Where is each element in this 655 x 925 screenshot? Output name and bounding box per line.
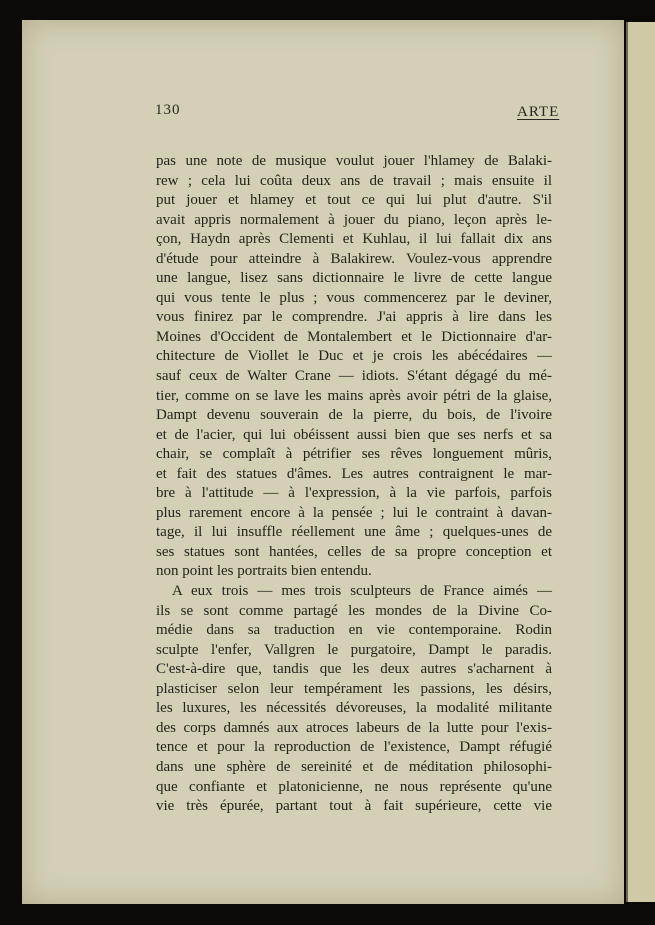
text-line: ses statues sont hantées, celles de sa propre conception et xyxy=(156,543,552,560)
text-line: tier, comme on se lave les mains après avoir pétri de la glaise, xyxy=(156,387,552,404)
adjacent-page-edge xyxy=(626,22,655,902)
text-line: C'est-à-dire que, tandis que les deux autres s'acharnent à xyxy=(156,661,552,678)
text-line: vie très épurée, partant tout à fait supérieure, cette vie xyxy=(156,798,552,815)
running-head: ARTE xyxy=(517,104,560,120)
text-line: rew ; cela lui coûta deux ans de travail ; mais ensuite il xyxy=(156,172,552,189)
text-line: A eux trois — mes trois sculpteurs de France aimés — xyxy=(172,583,552,600)
text-line: et fait des statues d'âmes. Les autres contraignent le mar- xyxy=(156,465,552,482)
text-line: put jouer et hlamey et tout ce qui lui plut d'autre. S'il xyxy=(156,192,552,209)
text-line: et de l'acier, qui lui obéissent aussi bien que ses nerfs et sa xyxy=(156,426,552,443)
text-line: bre à l'attitude — à l'expression, à la vie parfois, parfois xyxy=(156,485,552,502)
text-line: tage, il lui insuffle réellement une âme ; quelques-unes de xyxy=(156,524,552,541)
text-line: d'étude pour atteindre à Balakirew. Voulez-vous apprendre xyxy=(156,250,552,267)
text-line: médie dans sa traduction en vie contemporaine. Rodin xyxy=(156,622,552,639)
text-line: tence et pour la reproduction de l'existence, Dampt réfugié xyxy=(156,739,552,756)
text-line: sauf ceux de Walter Crane — idiots. S'étant dégagé du mé- xyxy=(156,368,552,385)
text-line: dans une sphère de sereinité et de méditation philosophi- xyxy=(156,758,552,775)
text-line: pas une note de musique voulut jouer l'hlamey de Balaki- xyxy=(156,153,552,169)
text-line: chitecture de Viollet le Duc et je crois les abécédaires — xyxy=(156,348,552,365)
text-line: qui vous tente le plus ; vous commencerez par le deviner, xyxy=(156,289,552,306)
text-line: que confiante et platonicienne, ne nous représente qu'une xyxy=(156,778,552,795)
text-line: plasticiser selon leur tempérament les passions, les désirs, xyxy=(156,680,552,697)
text-line: vous finirez par le comprendre. J'ai appris à lire dans les xyxy=(156,309,552,326)
text-line: sculpte l'enfer, Vallgren le purgatoire, Dampt le paradis. xyxy=(156,641,552,658)
text-line: ils se sont comme partagé les mondes de la Divine Co- xyxy=(156,602,552,619)
text-line: non point les portraits bien entendu. xyxy=(156,563,372,580)
body-text xyxy=(156,152,552,817)
text-line: les luxures, les nécessités dévoreuses, la modalité militante xyxy=(156,700,552,717)
page-number: 130 xyxy=(155,102,181,118)
text-line: Dampt devenu souverain de la pierre, du bois, de l'ivoire xyxy=(156,407,552,424)
text-line: chair, se complaît à pétrifier ses rêves longuement mûris, xyxy=(156,446,552,463)
text-line: çon, Haydn après Clementi et Kuhlau, il lui fallait dix ans xyxy=(156,231,552,248)
text-line: Moines d'Occident de Montalembert et le Dictionnaire d'ar- xyxy=(156,328,552,345)
text-line: plus rarement encore à la pensée ; lui le contraint à davan- xyxy=(156,504,552,521)
text-line: une langue, lisez sans dictionnaire le livre de cette langue xyxy=(156,270,552,287)
text-line: avait appris normalement à jouer du piano, leçon après le- xyxy=(156,211,552,228)
text-line: des corps damnés aux atroces labeurs de la lutte pour l'exis- xyxy=(156,719,552,736)
